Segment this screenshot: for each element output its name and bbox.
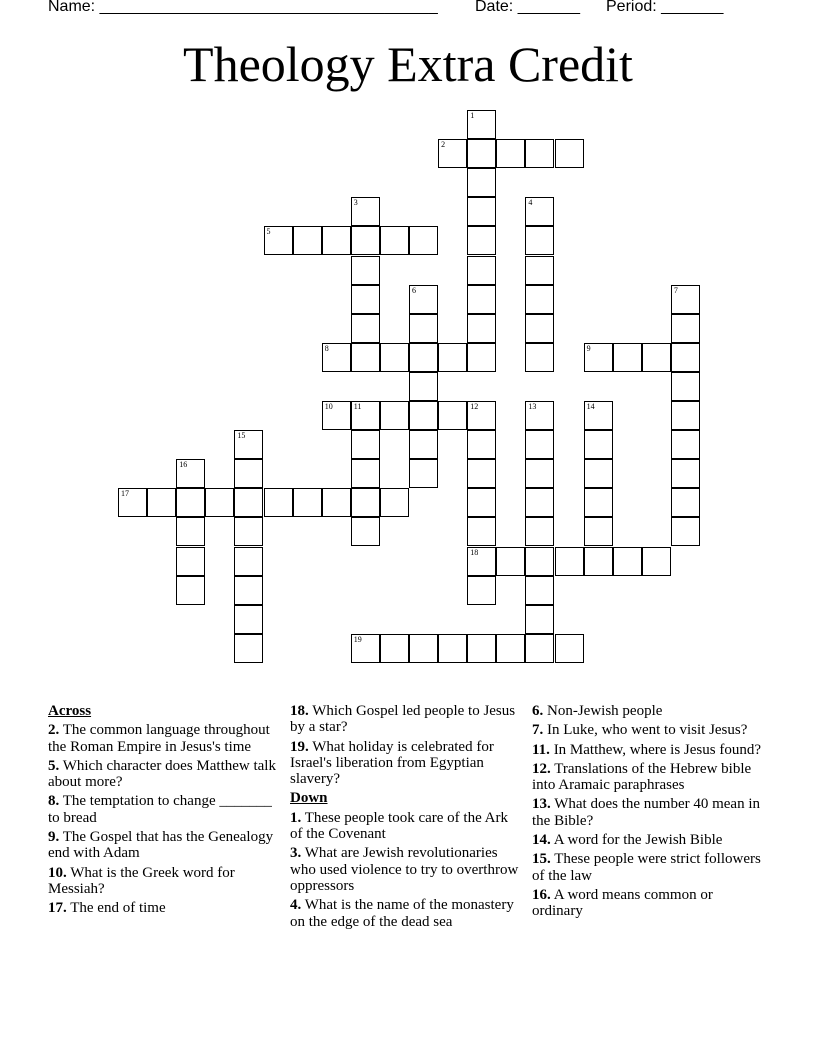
crossword-cell[interactable] xyxy=(351,314,380,343)
across-heading: Across xyxy=(48,703,92,719)
crossword-cell[interactable] xyxy=(438,634,467,663)
clue-down-15: 15. These people were strict followers of the law xyxy=(532,851,761,884)
crossword-cell[interactable] xyxy=(409,401,438,430)
crossword-cell[interactable] xyxy=(525,488,554,517)
period-field-label[interactable]: Period: _______ xyxy=(606,0,724,15)
clue-number-label: 8 xyxy=(324,343,329,353)
crossword-cell[interactable] xyxy=(322,488,351,517)
crossword-cell[interactable] xyxy=(496,634,525,663)
clue-number-label: 14 xyxy=(586,402,595,411)
crossword-cell[interactable] xyxy=(671,285,700,314)
clue-number-label: 11 xyxy=(353,402,362,411)
clue-number-label: 5 xyxy=(266,227,271,237)
crossword-cell[interactable] xyxy=(322,226,351,255)
crossword-cell[interactable] xyxy=(322,401,351,430)
crossword-cell[interactable] xyxy=(671,459,700,488)
crossword-cell[interactable] xyxy=(467,576,496,605)
clue-number-label: 3 xyxy=(353,198,358,208)
crossword-cell[interactable] xyxy=(467,634,496,663)
crossword-cell[interactable] xyxy=(409,372,438,401)
crossword-cell[interactable] xyxy=(380,226,409,255)
crossword-cell[interactable] xyxy=(409,285,438,314)
crossword-cell[interactable] xyxy=(525,576,554,605)
clue-down-4: 4. What is the name of the monastery on the edge of the dead sea xyxy=(290,897,514,930)
clue-down-3: 3. What are Jewish revolutionaries who used violence to try to overthrow oppressors xyxy=(290,845,519,894)
clue-across-18: 18. Which Gospel led people to Jesus by a star? xyxy=(290,703,516,736)
clue-across-10: 10. What is the Greek word for Messiah? xyxy=(48,864,235,897)
crossword-cell[interactable] xyxy=(176,459,205,488)
crossword-cell[interactable] xyxy=(525,139,554,168)
crossword-cell[interactable] xyxy=(467,168,496,197)
crossword-cell[interactable] xyxy=(409,343,438,372)
clue-number-label: 17 xyxy=(121,489,129,499)
crossword-cell[interactable] xyxy=(351,430,380,459)
crossword-cell[interactable] xyxy=(176,547,205,576)
crossword-cell[interactable] xyxy=(671,517,700,546)
crossword-cell[interactable] xyxy=(642,343,671,372)
crossword-cell[interactable] xyxy=(234,459,263,488)
crossword-cell[interactable] xyxy=(467,343,496,372)
crossword-cell[interactable] xyxy=(525,285,554,314)
crossword-cell[interactable] xyxy=(613,343,642,372)
crossword-cell[interactable] xyxy=(234,634,263,663)
crossword-cell[interactable] xyxy=(380,488,409,517)
crossword-cell[interactable] xyxy=(438,343,467,372)
crossword-cell[interactable] xyxy=(467,401,496,430)
crossword-cell[interactable] xyxy=(234,547,263,576)
crossword-cell[interactable] xyxy=(467,314,496,343)
crossword-cell[interactable] xyxy=(467,226,496,255)
crossword-cell[interactable] xyxy=(176,517,205,546)
crossword-cell[interactable] xyxy=(525,430,554,459)
crossword-cell[interactable] xyxy=(613,547,642,576)
name-field-label[interactable]: Name: ______________________________________ xyxy=(48,0,438,15)
crossword-cell[interactable] xyxy=(671,430,700,459)
clue-down-14: 14. A word for the Jewish Bible xyxy=(532,832,723,849)
clue-down-13: 13. What does the number 40 mean in the Bible? xyxy=(532,796,761,829)
crossword-cell[interactable] xyxy=(467,285,496,314)
crossword-cell[interactable] xyxy=(409,634,438,663)
clue-number-label: 6 xyxy=(412,285,416,295)
crossword-cell[interactable] xyxy=(351,459,380,488)
crossword-cell[interactable] xyxy=(525,197,554,226)
clue-across-9: 9. The Gospel that has the Genealogy end with Adam xyxy=(48,829,274,862)
crossword-cell[interactable] xyxy=(584,488,613,517)
crossword-cell[interactable] xyxy=(555,634,584,663)
crossword-cell[interactable] xyxy=(351,256,380,285)
crossword-cell[interactable] xyxy=(555,139,584,168)
crossword-cell[interactable] xyxy=(584,401,613,430)
page-title: Theology Extra Credit xyxy=(183,36,633,92)
clue-number-label: 12 xyxy=(470,402,479,411)
crossword-cell[interactable] xyxy=(525,459,554,488)
crossword-cell[interactable] xyxy=(438,139,467,168)
crossword-cell[interactable] xyxy=(351,488,380,517)
clue-column-2 xyxy=(290,703,522,933)
crossword-cell[interactable] xyxy=(234,605,263,634)
crossword-cell[interactable] xyxy=(584,430,613,459)
crossword-cell[interactable] xyxy=(525,517,554,546)
crossword-cell[interactable] xyxy=(380,401,409,430)
crossword-cell[interactable] xyxy=(467,459,496,488)
crossword-cell[interactable] xyxy=(671,372,700,401)
clue-down-12: 12. Translations of the Hebrew bible into Aramaic paraphrases xyxy=(532,760,752,794)
crossword-cell[interactable] xyxy=(176,488,205,517)
crossword-cell[interactable] xyxy=(322,343,351,372)
clue-across-19: 19. What holiday is celebrated for Israel's liberation from Egyptian slavery? xyxy=(290,738,494,788)
clue-across-5: 5. Which character does Matthew talk about more? xyxy=(48,757,276,791)
crossword-cell[interactable] xyxy=(671,488,700,517)
clue-down-7: 7. In Luke, who went to visit Jesus? xyxy=(532,722,748,739)
crossword-cell[interactable] xyxy=(525,314,554,343)
crossword-cell[interactable] xyxy=(467,197,496,226)
crossword-cell[interactable] xyxy=(671,314,700,343)
crossword-cell[interactable] xyxy=(525,605,554,634)
clue-across-17: 17. The end of time xyxy=(48,900,166,917)
crossword-cell[interactable] xyxy=(409,430,438,459)
crossword-cell[interactable] xyxy=(234,488,263,517)
crossword-cell[interactable] xyxy=(205,488,234,517)
crossword-cell[interactable] xyxy=(351,226,380,255)
crossword-cell[interactable] xyxy=(234,430,263,459)
crossword-cell[interactable] xyxy=(584,459,613,488)
crossword-cell[interactable] xyxy=(467,110,496,139)
crossword-cell[interactable] xyxy=(380,634,409,663)
clue-number-label: 9 xyxy=(586,343,591,353)
clue-number-label: 4 xyxy=(528,198,533,208)
crossword-cell[interactable] xyxy=(496,547,525,576)
crossword-cell[interactable] xyxy=(118,488,147,517)
crossword-cell[interactable] xyxy=(555,547,584,576)
clue-column-1 xyxy=(48,703,276,920)
crossword-cell[interactable] xyxy=(293,488,322,517)
crossword-cell[interactable] xyxy=(467,139,496,168)
crossword-cell[interactable] xyxy=(467,488,496,517)
crossword-cell[interactable] xyxy=(584,517,613,546)
crossword-cell[interactable] xyxy=(293,226,322,255)
crossword-cell[interactable] xyxy=(351,343,380,372)
clue-number-label: 18 xyxy=(470,547,479,557)
crossword-cell[interactable] xyxy=(525,401,554,430)
clue-across-8: 8. The temptation to change _______ to bread xyxy=(48,793,272,826)
crossword-cell[interactable] xyxy=(409,314,438,343)
clue-column-3 xyxy=(532,703,764,923)
crossword-cell[interactable] xyxy=(496,139,525,168)
crossword-cell[interactable] xyxy=(671,343,700,372)
crossword-cell[interactable] xyxy=(525,547,554,576)
crossword-cell[interactable] xyxy=(409,226,438,255)
crossword-cell[interactable] xyxy=(467,430,496,459)
crossword-cell[interactable] xyxy=(380,343,409,372)
crossword-cell[interactable] xyxy=(409,459,438,488)
clue-number-label: 7 xyxy=(673,285,678,295)
crossword-cell[interactable] xyxy=(351,517,380,546)
crossword-cell[interactable] xyxy=(351,197,380,226)
crossword-cell[interactable] xyxy=(351,634,380,663)
crossword-cell[interactable] xyxy=(234,517,263,546)
crossword-cell[interactable] xyxy=(525,226,554,255)
crossword-cell[interactable] xyxy=(671,401,700,430)
date-field-label[interactable]: Date: _______ xyxy=(475,0,580,15)
crossword-cell[interactable] xyxy=(525,256,554,285)
clue-number-label: 16 xyxy=(179,460,188,470)
down-heading: Down xyxy=(290,790,328,807)
crossword-cell[interactable] xyxy=(264,226,293,255)
clue-number-label: 2 xyxy=(441,140,446,150)
crossword-cell[interactable] xyxy=(264,488,293,517)
crossword-cell[interactable] xyxy=(147,488,176,517)
clue-down-11: 11. In Matthew, where is Jesus found? xyxy=(532,741,761,758)
crossword-cell[interactable] xyxy=(525,634,554,663)
crossword-cell[interactable] xyxy=(584,547,613,576)
clue-number-label: 1 xyxy=(470,111,475,120)
crossword-cell[interactable] xyxy=(642,547,671,576)
clue-number-label: 15 xyxy=(237,431,246,441)
crossword-cell[interactable] xyxy=(467,256,496,285)
crossword-cell[interactable] xyxy=(525,343,554,372)
crossword-cell[interactable] xyxy=(467,547,496,576)
clue-down-1: 1. These people took care of the Ark of the Covenant xyxy=(290,809,508,843)
crossword-cell[interactable] xyxy=(584,343,613,372)
clue-across-2: 2. The common language throughout the Roman Empire in Jesus's time xyxy=(48,722,270,755)
crossword-cell[interactable] xyxy=(351,401,380,430)
crossword-cell[interactable] xyxy=(467,517,496,546)
clue-down-6: 6. Non-Jewish people xyxy=(532,703,663,719)
crossword-cell[interactable] xyxy=(351,285,380,314)
crossword-cell[interactable] xyxy=(234,576,263,605)
crossword-cell[interactable] xyxy=(438,401,467,430)
clue-number-label: 19 xyxy=(353,634,362,644)
clue-number-label: 10 xyxy=(324,402,333,411)
clue-number-label: 13 xyxy=(528,402,537,411)
clue-down-16: 16. A word means common or ordinary xyxy=(532,886,713,920)
crossword-cell[interactable] xyxy=(176,576,205,605)
